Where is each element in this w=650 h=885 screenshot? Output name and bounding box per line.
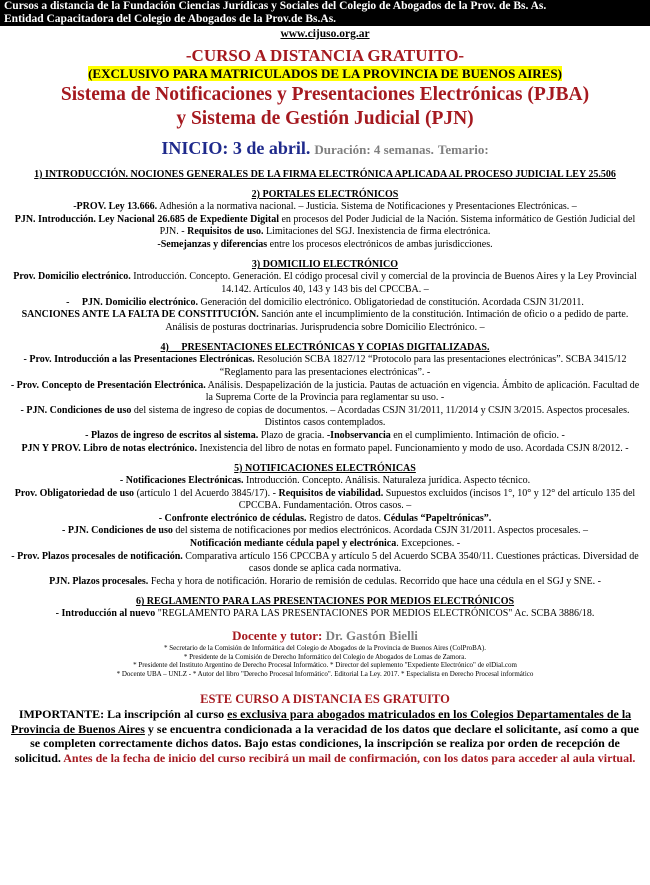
section-4-para-4: - Plazos de ingreso de escritos al sistema. Plazo de gracia. -Inobservancia en el cumplimiento. Intimación de oficio. - (85, 429, 565, 441)
exclusive-notice: (EXCLUSIVO PARA MATRICULADOS DE LA PROVINCIA DE BUENOS AIRES) (88, 66, 562, 81)
teacher-note-4: * Docente UBA – UNLZ - * Autor del libro "Derecho Procesal Informático". Editorial La Ley. 2017. * Especialista en Derecho Procesal informático (116, 669, 534, 678)
section-2-title: 2) PORTALES ELECTRÓNICOS (251, 189, 399, 200)
section-4-para-1: - Prov. Introducción a las Presentaciones Electrónicas. Resolución SCBA 1827/12 “Protocolo para las presentaciones electrónicas”. SCBA 3415/12 “Reglamento para las presentaciones electrónicas”. - (23, 354, 627, 378)
header-line-1: Cursos a distancia de la Fundación Ciencias Jurídicas y Sociales del Colegio de Abogados de la Prov. de Bs. As. (4, 0, 547, 12)
start-line (0, 137, 650, 161)
teacher-name: Dr. Gastón Bielli (325, 628, 418, 644)
section-1-title: 1) INTRODUCCIÓN. NOCIONES GENERALES DE LA FIRMA ELECTRÓNICA APLICADA AL PROCESO JUDICIAL LEY 25.506 (34, 169, 616, 180)
section-2-para-3: -Semejanzas y diferencias entre los procesos electrónicos de ambas jurisdicciones. (157, 238, 493, 250)
section-5-para-3: - Confronte electrónico de cédulas. Registro de datos. Cédulas “Papeltrónicas”. (158, 512, 492, 524)
teacher-note-2: * Presidente de la Comisión de Derecho Informático del Colegio de Abogados de Lomas de Zamora. (183, 652, 467, 661)
free-course-notice: ESTE CURSO A DISTANCIA ES GRATUITO (200, 692, 450, 707)
section-4-para-3: - PJN. Condiciones de uso del sistema de ingreso de copias de documentos. – Acordadas CSJN 31/2011, 11/2014 y CSJN 3/2015. Aspectos procesales. Distintos casos contemplados. (20, 404, 630, 429)
teacher-label: Docente y tutor: (232, 628, 323, 644)
header-line-2: Entidad Capacitadora del Colegio de Abogados de la Prov.de Bs.As. (4, 13, 337, 25)
section-2-para-2: PJN. Introducción. Ley Nacional 26.685 de Expediente Digital en procesos del Poder Judicial de la Nación. Sistema informático de Gestión Judicial del PJN. - Requisitos de uso. Limitaciones del SGJ. Inexistencia de firma electrónica. (14, 213, 636, 238)
header-band (0, 0, 650, 26)
start-date: INICIO: 3 de abril. (161, 138, 311, 158)
section-5-title: 5) NOTIFICACIONES ELECTRÓNICAS (234, 463, 416, 475)
section-4-para-5: PJN Y PROV. Libro de notas electrónico. Inexistencia del libro de notas en formato papel. Funcionamiento y modo de uso. Acordada CSJN 8/2012. - (21, 442, 629, 454)
section-5-para-6: - Prov. Plazos procesales de notificación. Comparativa artículo 156 CPCCBA y artículo 5 del Acuerdo SCBA 3540/11. Cuestiones prácticas. Diversidad de casos donde se aplica cada normativa. (11, 550, 639, 575)
section-6-para-1: - Introducción al nuevo "REGLAMENTO PARA LAS PRESENTACIONES POR MEDIOS ELECTRÓNICOS" Ac. SCBA 3886/18. (55, 608, 595, 620)
duration: Duración: 4 semanas. (314, 142, 434, 157)
section-5-para-4: - PJN. Condiciones de uso del sistema de notificaciones por medios electrónicos. Acordada CSJN 31/2011. Aspectos procesales. – (62, 525, 588, 537)
section-3-title: 3) DOMICILIO ELECTRÓNICO (251, 259, 399, 271)
important-notice: IMPORTANTE: La inscripción al curso es exclusiva para abogados matriculados en los Colegios Departamentales de la Provincia de Buenos Aires y se encuentra condicionada a la veracidad de los datos que declare el solicitante, así como a que se completen correctamente dichos datos. Bajo estas condiciones, la inscripción se realiza por orden de recepción de solicitud. Antes de la fecha de inicio del curso recibirá un mail de confirmación, con los datos para acceder al aula virtual. (11, 707, 639, 765)
section-2-para-1: -PROV. Ley 13.666. Adhesión a la normativa nacional. – Justicia. Sistema de Notificaciones y Presentaciones Electrónicas. – (73, 201, 577, 212)
section-5-para-7: PJN. Plazos procesales. Fecha y hora de notificación. Horario de remisión de cedulas. Recorrido que hace una cédula en el SGJ y SNE. - (49, 575, 601, 587)
section-5-para-2: Prov. Obligatoriedad de uso (artículo 1 del Acuerdo 3845/17). - Requisitos de viabilidad. Supuestos excluidos (incisos 1°, 10° y 12° del artículo 135 del CPCCBA. Fundamentación. Otros casos. – (14, 487, 636, 512)
section-5-para-5: Notificación mediante cédula papel y electrónica. Excepciones. - (189, 538, 461, 550)
free-course-title: -CURSO A DISTANCIA GRATUITO- (185, 46, 465, 65)
syllabus-label: Temario: (437, 142, 489, 157)
section-6-title: 6) REGLAMENTO PARA LAS PRESENTACIONES POR MEDIOS ELECTRÓNICOS (135, 596, 515, 608)
section-3-para-3: SANCIONES ANTE LA FALTA DE CONSTITUCIÓN. Sanción ante el incumplimiento de la constitución. Intimación de oficio o a pedido de parte. Análisis de posturas doctrinarias. Jurisprudencia sobre Domicilio Electrónico. – (21, 309, 629, 333)
teacher-note-3: * Presidente del Instituto Argentino de Derecho Procesal Informático. * Director del suplemento "Expediente Electrónico" de elDial.com (133, 661, 517, 670)
teacher-note-1: * Secretario de la Comisión de Informática del Colegio de Abogados de la Provincia de Buenos Aires (ColProBA). (164, 644, 486, 653)
course-title-2: y Sistema de Gestión Judicial (PJN) (176, 108, 474, 129)
section-4-para-2: - Prov. Concepto de Presentación Electrónica. Análisis. Despapelización de la justicia. Pautas de actuación en vigencia. Ámbito de aplicación. Facultad de la Suprema Corte de la Provincia para reglamentar su uso. - (10, 379, 640, 404)
course-title-1: Sistema de Notificaciones y Presentaciones Electrónicas (PJBA) (60, 84, 590, 105)
section-4-title: 4) PRESENTACIONES ELECTRÓNICAS Y COPIAS DIGITALIZADAS. (160, 342, 490, 354)
teacher-line (0, 628, 650, 644)
section-3-para-2: - PJN. Domicilio electrónico. Generación del domicilio electrónico. Obligatoriedad de constitución. Acordada CSJN 31/2011. (66, 296, 584, 308)
section-3-para-1: Prov. Domicilio electrónico. Introducción. Concepto. Generación. El código procesal civil y comercial de la provincia de Buenos Aires y la Ley Provincial 14.142. Artículos 40, 143 y 143 bis del CPCCBA. – (13, 271, 637, 295)
website-link[interactable]: www.cijuso.org.ar (280, 28, 370, 40)
section-5-para-1: - Notificaciones Electrónicas. Introducción. Concepto. Análisis. Naturaleza jurídica. Aspecto técnico. (119, 475, 531, 487)
